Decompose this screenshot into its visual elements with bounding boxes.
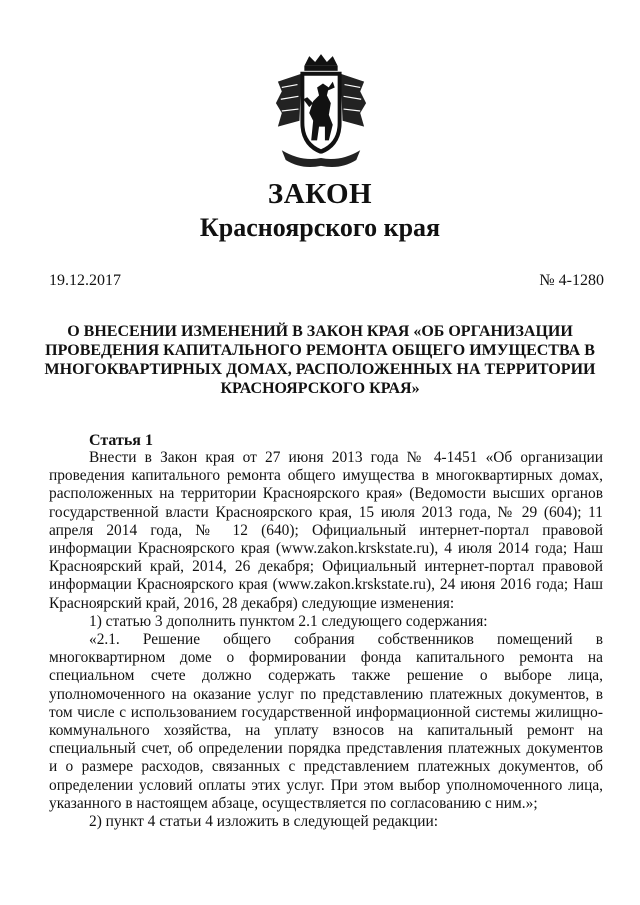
law-heading: О ВНЕСЕНИИ ИЗМЕНЕНИЙ В ЗАКОН КРАЯ «ОБ ОРГАНИЗАЦИИ ПРОВЕДЕНИЯ КАПИТАЛЬНОГО РЕМОНТА ОБЩЕГО ИМУЩЕСТВА В МНОГОКВАРТИРНЫХ ДОМАХ, РАСПОЛОЖЕННЫХ НА ТЕРРИТОРИИ КРАСНОЯРСКОГО КРАЯ» — [44, 323, 596, 397]
article-paragraph: Внести в Закон края от 27 июня 2013 года № 4-1451 «Об организации проведения капитального ремонта общего имущества в многоквартирных домах, расположенных на территории Красноярского края» (Ведомости высших органов государственной власти Красноярского края, 15 июля 2013 года, № 29 (604); 11 апреля 2014 года, № 12 (640); Официальный интернет-портал правовой информации Красноярского края (www.zakon.krskstate.ru), 4 июля 2014 года; Наш Красноярский край, 2014, 26 декабря; Официальный интернет-портал правовой информации Красноярского края (www.zakon.krskstate.ru), 24 июня 2016 года; Наш Красноярский край, 2016, 28 декабря) следующие изменения: — [49, 449, 603, 612]
document-subtitle: Красноярского края — [199, 213, 441, 242]
article-paragraph: «2.1. Решение общего собрания собственников помещений в многоквартирном доме о формировании фонда капитального ремонта на специальном счете должно содержать также решение о выборе лица, уполномоченного на оказание услуг по представлению платежных документов, в том числе с использованием государственной информационной системы жилищно-коммунального хозяйства, на уплату взносов на капитальный ремонт на специальный счет, об определении порядка представления платежных документов и о размере расходов, связанных с представлением платежных документов, об определении условий оплаты этих услуг. При этом выбор уполномоченного лица, указанного в настоящем абзаце, осуществляется по согласованию с ним.»; — [49, 631, 603, 812]
article-paragraph: 1) статью 3 дополнить пунктом 2.1 следующего содержания: — [89, 612, 488, 630]
article-paragraph: 2) пункт 4 статьи 4 изложить в следующей редакции: — [89, 813, 439, 831]
document-date: 19.12.2017 — [49, 272, 121, 289]
document-number: № 4-1280 — [539, 272, 604, 289]
coat-of-arms-icon — [272, 52, 370, 170]
article-title: Статья 1 — [89, 432, 153, 449]
document-title: ЗАКОН — [267, 178, 373, 210]
article-body — [49, 449, 603, 831]
